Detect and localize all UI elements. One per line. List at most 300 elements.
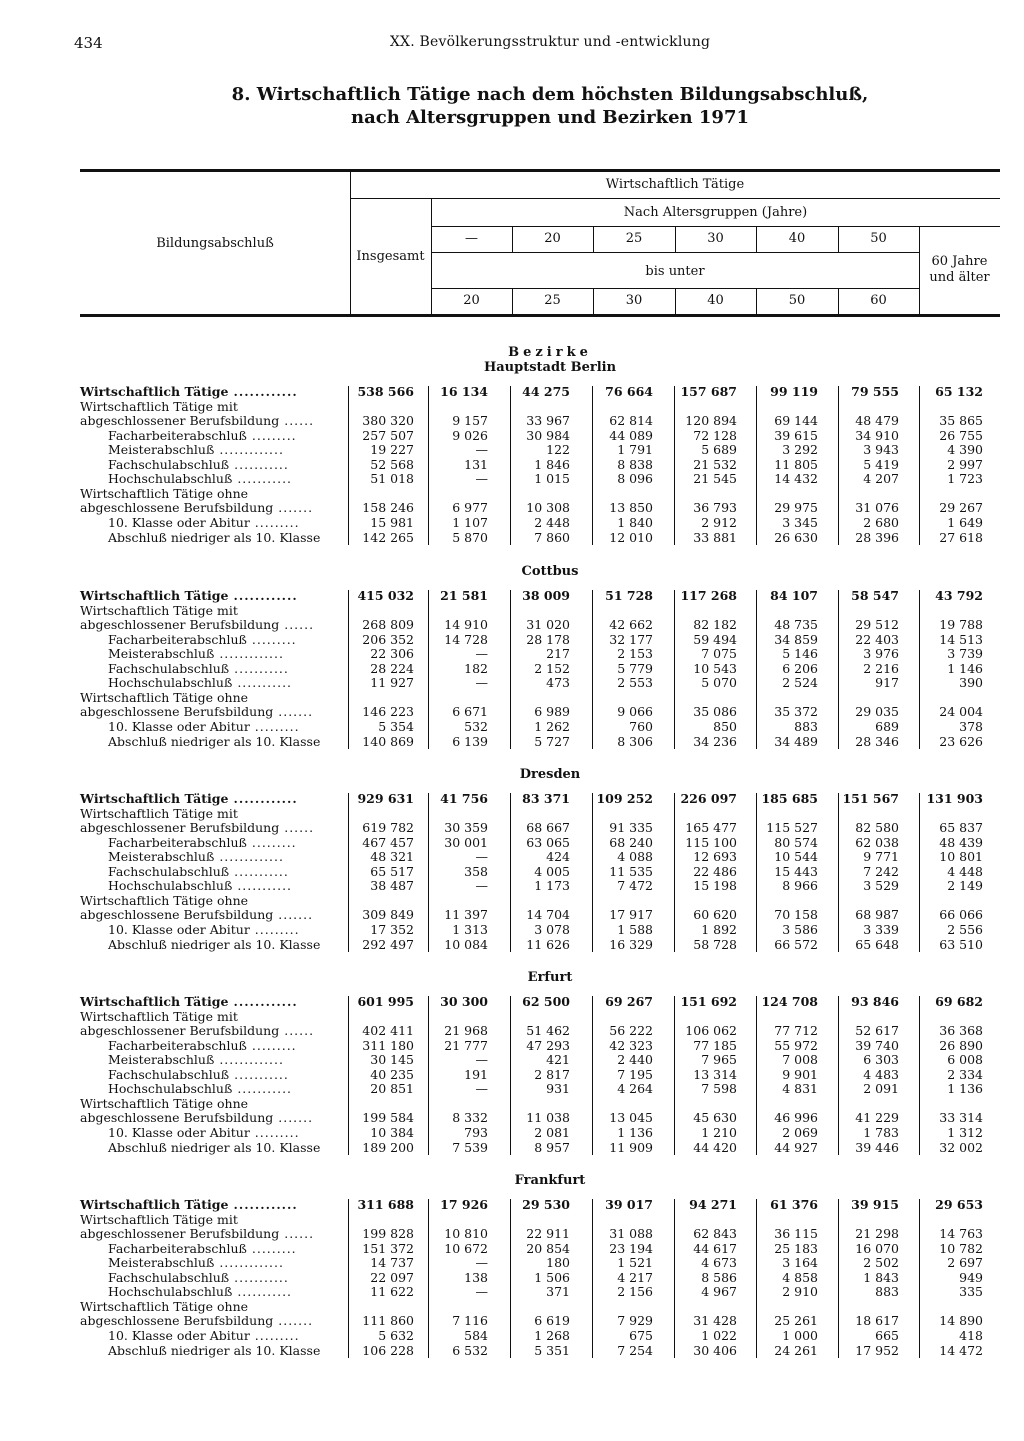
- cell-value: 182: [464, 660, 488, 676]
- row-label-text: Fachschulabschluß: [108, 863, 230, 879]
- section-title: Dresden: [519, 767, 581, 782]
- cell-value: 69 682: [935, 994, 983, 1009]
- cell-value: 5 419: [863, 456, 899, 472]
- header-bottom-rule: [80, 314, 1000, 317]
- header-to-3: 40: [707, 293, 724, 308]
- cell-value: 11 622: [370, 1284, 414, 1300]
- cell-value: 199 828: [362, 1226, 414, 1242]
- cell-value: 8 332: [452, 1110, 488, 1126]
- cell-value: 9 157: [452, 413, 488, 429]
- row-leader-dots: .............: [219, 442, 284, 458]
- row-label: [108, 429, 297, 444]
- cell-value: 34 859: [774, 631, 818, 647]
- table-row: [0, 501, 1024, 516]
- cell-value: 6 977: [452, 500, 488, 516]
- cell-value: 93 846: [851, 994, 899, 1009]
- cell-value: 30 984: [526, 427, 570, 443]
- row-label-text: Facharbeiterabschluß: [108, 631, 247, 647]
- cell-value: 2 910: [782, 1284, 818, 1300]
- cell-value: 80 574: [774, 834, 818, 850]
- header-top-rule: [80, 169, 1000, 172]
- row-label-text: 10. Klasse oder Abitur: [108, 1327, 250, 1343]
- cell-value: 28 178: [526, 631, 570, 647]
- cell-value: 17 917: [609, 907, 653, 923]
- cell-value: 2 152: [534, 660, 570, 676]
- cell-value: 5 870: [452, 529, 488, 545]
- row-label-text: Facharbeiterabschluß: [108, 834, 247, 850]
- row-label: [108, 1082, 292, 1097]
- row-leader-dots: .............: [219, 1255, 284, 1271]
- cell-value: 10 543: [693, 660, 737, 676]
- cell-value: 7 116: [452, 1313, 488, 1329]
- cell-value: 2 997: [947, 456, 983, 472]
- cell-value: 21 545: [693, 471, 737, 487]
- row-label-text: Meisterabschluß: [108, 1255, 215, 1271]
- cell-value: 44 927: [774, 1139, 818, 1155]
- cell-value: 44 089: [609, 427, 653, 443]
- table-row: [0, 633, 1024, 648]
- cell-value: 1 892: [701, 921, 737, 937]
- table-row: [0, 618, 1024, 633]
- cell-value: 3 345: [782, 514, 818, 530]
- row-label-text: Meisterabschluß: [108, 442, 215, 458]
- cell-value: 1 313: [452, 921, 488, 937]
- row-label: [80, 705, 313, 720]
- row-label: [108, 1271, 289, 1286]
- cell-value: 2 216: [863, 660, 899, 676]
- cell-value: 13 314: [693, 1066, 737, 1082]
- cell-value: 9 026: [452, 427, 488, 443]
- cell-value: 19 788: [939, 617, 983, 633]
- cell-value: 29 512: [855, 617, 899, 633]
- cell-value: 151 372: [362, 1240, 414, 1256]
- cell-value: 1 649: [947, 514, 983, 530]
- cell-value: 39 740: [855, 1037, 899, 1053]
- cell-value: 44 275: [522, 384, 570, 399]
- cell-value: 10 544: [774, 849, 818, 865]
- cell-value: 309 849: [362, 907, 414, 923]
- row-label-text: abgeschlossene Berufsbildung: [80, 907, 274, 923]
- row-label-text: Wirtschaftlich Tätige: [80, 384, 229, 399]
- table-row: [0, 385, 1024, 400]
- cell-value: 7 008: [782, 1052, 818, 1068]
- cell-value: 180: [546, 1255, 570, 1271]
- table-row: [0, 400, 1024, 415]
- cell-value: 72 128: [693, 427, 737, 443]
- row-label-text: 10. Klasse oder Abitur: [108, 718, 250, 734]
- table-title-line-2: nach Altersgruppen und Bezirken 1971: [351, 107, 749, 128]
- row-label: [80, 1024, 314, 1039]
- cell-value: 4 967: [701, 1284, 737, 1300]
- cell-value: 4 673: [701, 1255, 737, 1271]
- cell-value: 311 688: [357, 1197, 414, 1212]
- cell-value: —: [475, 878, 488, 894]
- cell-value: 22 306: [370, 646, 414, 662]
- cell-value: 29 530: [522, 1197, 570, 1212]
- page-number: 434: [74, 34, 103, 52]
- cell-value: 15 443: [774, 863, 818, 879]
- cell-value: 2 502: [863, 1255, 899, 1271]
- cell-value: 2 081: [534, 1124, 570, 1140]
- row-leader-dots: ...........: [237, 1081, 293, 1097]
- table-row: [0, 443, 1024, 458]
- table-row: [0, 1082, 1024, 1097]
- cell-value: 10 672: [444, 1240, 488, 1256]
- cell-value: 5 146: [782, 646, 818, 662]
- cell-value: 35 086: [693, 704, 737, 720]
- cell-value: 39 446: [855, 1139, 899, 1155]
- cell-value: 34 236: [693, 733, 737, 749]
- header-from-4: 40: [788, 231, 806, 246]
- header-stub-label: Bildungsabschluß: [156, 236, 274, 251]
- cell-value: 390: [959, 675, 983, 691]
- table-row: [0, 1024, 1024, 1039]
- cell-value: 30 145: [370, 1052, 414, 1068]
- row-label-text: Wirtschaftlich Tätige mit: [80, 1211, 238, 1227]
- cell-value: 1 791: [617, 442, 653, 458]
- cell-value: 760: [629, 718, 653, 734]
- cell-value: 1 506: [534, 1269, 570, 1285]
- cell-value: 60 620: [693, 907, 737, 923]
- cell-value: 68 987: [855, 907, 899, 923]
- cell-value: 3 164: [782, 1255, 818, 1271]
- cell-value: 55 972: [774, 1037, 818, 1053]
- row-label-text: Hochschulabschluß: [108, 1284, 233, 1300]
- header-group-label: Wirtschaftlich Tätige: [605, 177, 745, 192]
- row-leader-dots: .........: [251, 1240, 297, 1256]
- header-to-2: 30: [625, 293, 643, 308]
- table-row: [0, 414, 1024, 429]
- cell-value: 36 368: [939, 1023, 983, 1039]
- cell-value: 26 755: [939, 427, 983, 443]
- row-label: [80, 589, 298, 604]
- cell-value: 7 075: [701, 646, 737, 662]
- row-leader-dots: ...........: [237, 1284, 293, 1300]
- row-label: [108, 850, 284, 865]
- cell-value: 165 477: [685, 820, 737, 836]
- row-label-text: Wirtschaftlich Tätige ohne: [80, 1095, 249, 1111]
- cell-value: 1 843: [863, 1269, 899, 1285]
- cell-value: 532: [464, 718, 488, 734]
- row-label-text: abgeschlossene Berufsbildung: [80, 1110, 274, 1126]
- row-label-text: Meisterabschluß: [108, 646, 215, 662]
- cell-value: —: [475, 442, 488, 458]
- cell-value: 1 521: [617, 1255, 653, 1271]
- cell-value: 24 261: [774, 1342, 818, 1358]
- row-label-text: abgeschlossener Berufsbildung: [80, 413, 280, 429]
- cell-value: —: [475, 1081, 488, 1097]
- table-row: [0, 1068, 1024, 1083]
- cell-value: 65 648: [855, 936, 899, 952]
- cell-value: 117 268: [680, 588, 737, 603]
- row-leader-dots: ......: [284, 617, 315, 633]
- cell-value: 7 242: [863, 863, 899, 879]
- row-leader-dots: .........: [251, 427, 297, 443]
- cell-value: 28 396: [855, 529, 899, 545]
- row-label: [108, 938, 320, 953]
- row-label-text: Abschluß niedriger als 10. Klasse: [108, 733, 321, 749]
- cell-value: 94 271: [689, 1197, 737, 1212]
- cell-value: 120 894: [685, 413, 737, 429]
- row-label: [80, 414, 314, 429]
- row-leader-dots: ............: [233, 1197, 298, 1212]
- cell-value: 62 814: [609, 413, 653, 429]
- cell-value: 402 411: [362, 1023, 414, 1039]
- bezirke-label: Bezirke: [508, 345, 592, 360]
- cell-value: 6 303: [863, 1052, 899, 1068]
- cell-value: 34 910: [855, 427, 899, 443]
- section-title: Frankfurt: [514, 1173, 586, 1188]
- cell-value: 257 507: [362, 427, 414, 443]
- cell-value: 2 448: [534, 514, 570, 530]
- cell-value: 4 831: [782, 1081, 818, 1097]
- table-row: [0, 589, 1024, 604]
- row-label-text: Meisterabschluß: [108, 849, 215, 865]
- table-row: [0, 1126, 1024, 1141]
- row-label: [80, 908, 313, 923]
- cell-value: 65 837: [939, 820, 983, 836]
- cell-value: 106 228: [362, 1342, 414, 1358]
- cell-value: 70 158: [774, 907, 818, 923]
- row-label: [80, 894, 248, 909]
- cell-value: 335: [959, 1284, 983, 1300]
- cell-value: 52 617: [855, 1023, 899, 1039]
- header-rule-subgroup: [431, 226, 1000, 227]
- row-label: [108, 879, 292, 894]
- header-from-0: —: [465, 231, 478, 246]
- table-row: [0, 662, 1024, 677]
- row-leader-dots: .......: [278, 1110, 314, 1126]
- cell-value: 16 134: [440, 384, 488, 399]
- cell-value: 68 667: [526, 820, 570, 836]
- table-row: [0, 1097, 1024, 1112]
- cell-value: 7 472: [617, 878, 653, 894]
- row-leader-dots: .........: [254, 718, 300, 734]
- cell-value: 601 995: [357, 994, 414, 1009]
- cell-value: 7 965: [701, 1052, 737, 1068]
- cell-value: 3 339: [863, 921, 899, 937]
- table-row: [0, 1314, 1024, 1329]
- cell-value: 467 457: [362, 834, 414, 850]
- table-title-line-1: 8. Wirtschaftlich Tätige nach dem höchsten Bildungsabschluß,: [231, 84, 869, 105]
- cell-value: 226 097: [680, 791, 737, 806]
- cell-value: —: [475, 646, 488, 662]
- cell-value: 140 869: [362, 733, 414, 749]
- cell-value: 5 632: [378, 1327, 414, 1343]
- row-label: [80, 400, 238, 415]
- row-label-text: Hochschulabschluß: [108, 878, 233, 894]
- cell-value: 56 222: [609, 1023, 653, 1039]
- cell-value: 16 329: [609, 936, 653, 952]
- cell-value: 1 210: [701, 1124, 737, 1140]
- cell-value: 21 777: [444, 1037, 488, 1053]
- cell-value: 61 376: [770, 1197, 818, 1212]
- cell-value: 473: [546, 675, 570, 691]
- header-from-1: 20: [544, 231, 561, 246]
- row-label: [80, 691, 248, 706]
- cell-value: 11 038: [526, 1110, 570, 1126]
- cell-value: 6 619: [534, 1313, 570, 1329]
- cell-value: 8 096: [617, 471, 653, 487]
- cell-value: 191: [464, 1066, 488, 1082]
- table-row: [0, 647, 1024, 662]
- cell-value: 1 846: [534, 456, 570, 472]
- row-leader-dots: .........: [254, 1124, 300, 1140]
- cell-value: 14 910: [444, 617, 488, 633]
- header-from-5: 50: [870, 231, 887, 246]
- row-label: [108, 735, 320, 750]
- row-leader-dots: ...........: [237, 878, 293, 894]
- header-bis-unter: bis unter: [645, 264, 705, 279]
- row-label: [80, 1300, 248, 1315]
- cell-value: 5 689: [701, 442, 737, 458]
- cell-value: 14 763: [939, 1226, 983, 1242]
- cell-value: 189 200: [362, 1139, 414, 1155]
- table-row: [0, 792, 1024, 807]
- row-leader-dots: ...........: [234, 456, 289, 472]
- cell-value: 62 038: [855, 834, 899, 850]
- cell-value: 106 062: [685, 1023, 737, 1039]
- table-row: [0, 938, 1024, 953]
- row-label-text: Wirtschaftlich Tätige: [80, 1197, 229, 1212]
- table-row: [0, 1285, 1024, 1300]
- cell-value: 1 146: [947, 660, 983, 676]
- table-row: [0, 807, 1024, 822]
- cell-value: 5 354: [378, 718, 414, 734]
- cell-value: 36 115: [774, 1226, 818, 1242]
- cell-value: 2 091: [863, 1081, 899, 1097]
- row-label: [108, 1126, 300, 1141]
- cell-value: 8 586: [701, 1269, 737, 1285]
- cell-value: 22 911: [526, 1226, 570, 1242]
- cell-value: 1 000: [782, 1327, 818, 1343]
- header-from-2: 25: [625, 231, 643, 246]
- cell-value: 32 002: [939, 1139, 983, 1155]
- cell-value: 29 975: [774, 500, 818, 516]
- cell-value: 7 929: [617, 1313, 653, 1329]
- cell-value: 158 246: [362, 500, 414, 516]
- cell-value: 36 793: [693, 500, 737, 516]
- row-leader-dots: ............: [233, 588, 298, 603]
- cell-value: 10 810: [444, 1226, 488, 1242]
- cell-value: 22 403: [855, 631, 899, 647]
- cell-value: —: [475, 1052, 488, 1068]
- row-label: [80, 1314, 313, 1329]
- row-label-text: Facharbeiterabschluß: [108, 1037, 247, 1053]
- table-row: [0, 821, 1024, 836]
- row-leader-dots: .........: [254, 921, 300, 937]
- row-label-text: Wirtschaftlich Tätige ohne: [80, 485, 249, 501]
- header-to-4: 50: [788, 293, 806, 308]
- cell-value: 3 529: [863, 878, 899, 894]
- cell-value: 35 372: [774, 704, 818, 720]
- cell-value: 371: [546, 1284, 570, 1300]
- cell-value: 2 156: [617, 1284, 653, 1300]
- row-leader-dots: .......: [278, 704, 314, 720]
- cell-value: 45 630: [693, 1110, 737, 1126]
- cell-value: 82 182: [693, 617, 737, 633]
- cell-value: 20 851: [370, 1081, 414, 1097]
- cell-value: —: [475, 1255, 488, 1271]
- row-leader-dots: .............: [219, 1052, 284, 1068]
- row-label: [80, 604, 238, 619]
- cell-value: 4 088: [617, 849, 653, 865]
- row-label: [108, 443, 284, 458]
- cell-value: 5 070: [701, 675, 737, 691]
- row-label: [108, 1344, 320, 1359]
- cell-value: 929 631: [357, 791, 414, 806]
- cell-value: 58 547: [851, 588, 899, 603]
- row-label-text: Hochschulabschluß: [108, 1081, 233, 1097]
- cell-value: 11 535: [609, 863, 653, 879]
- cell-value: 292 497: [362, 936, 414, 952]
- cell-value: 7 539: [452, 1139, 488, 1155]
- cell-value: 65 132: [935, 384, 983, 399]
- table-row: [0, 923, 1024, 938]
- row-label: [108, 1242, 297, 1257]
- cell-value: 5 779: [617, 660, 653, 676]
- cell-value: 39 915: [851, 1197, 899, 1212]
- cell-value: 12 010: [609, 529, 653, 545]
- table-row: [0, 1198, 1024, 1213]
- row-label-text: Wirtschaftlich Tätige ohne: [80, 1298, 249, 1314]
- header-rule-group: [350, 198, 1000, 199]
- cell-value: 2 149: [947, 878, 983, 894]
- cell-value: 4 217: [617, 1269, 653, 1285]
- row-label: [108, 662, 289, 677]
- cell-value: 2 553: [617, 675, 653, 691]
- row-label-text: Abschluß niedriger als 10. Klasse: [108, 529, 321, 545]
- row-leader-dots: ......: [284, 1023, 315, 1039]
- cell-value: 30 406: [693, 1342, 737, 1358]
- row-label: [108, 676, 292, 691]
- cell-value: 109 252: [596, 791, 653, 806]
- table-row: [0, 458, 1024, 473]
- table-row: [0, 487, 1024, 502]
- cell-value: 5 351: [534, 1342, 570, 1358]
- row-label: [108, 720, 300, 735]
- cell-value: 69 144: [774, 413, 818, 429]
- cell-value: 30 001: [444, 834, 488, 850]
- cell-value: 151 692: [680, 994, 737, 1009]
- cell-value: 28 224: [370, 660, 414, 676]
- table-row: [0, 691, 1024, 706]
- cell-value: 42 323: [609, 1037, 653, 1053]
- running-header: XX. Bevölkerungsstruktur und -entwicklung: [389, 34, 711, 50]
- row-leader-dots: .........: [254, 514, 300, 530]
- cell-value: 18 617: [855, 1313, 899, 1329]
- cell-value: 51 462: [526, 1023, 570, 1039]
- row-label: [108, 472, 292, 487]
- table-row: [0, 908, 1024, 923]
- cell-value: 17 952: [855, 1342, 899, 1358]
- row-label: [80, 501, 313, 516]
- row-leader-dots: ...........: [234, 660, 289, 676]
- cell-value: 185 685: [761, 791, 818, 806]
- row-label: [80, 1227, 314, 1242]
- cell-value: 7 860: [534, 529, 570, 545]
- cell-value: 850: [713, 718, 737, 734]
- cell-value: 83 371: [522, 791, 570, 806]
- cell-value: 3 739: [947, 646, 983, 662]
- cell-value: 1 262: [534, 718, 570, 734]
- cell-value: 42 662: [609, 617, 653, 633]
- cell-value: 7 195: [617, 1066, 653, 1082]
- table-row: [0, 850, 1024, 865]
- cell-value: 39 615: [774, 427, 818, 443]
- cell-value: 115 100: [685, 834, 737, 850]
- cell-value: 25 183: [774, 1240, 818, 1256]
